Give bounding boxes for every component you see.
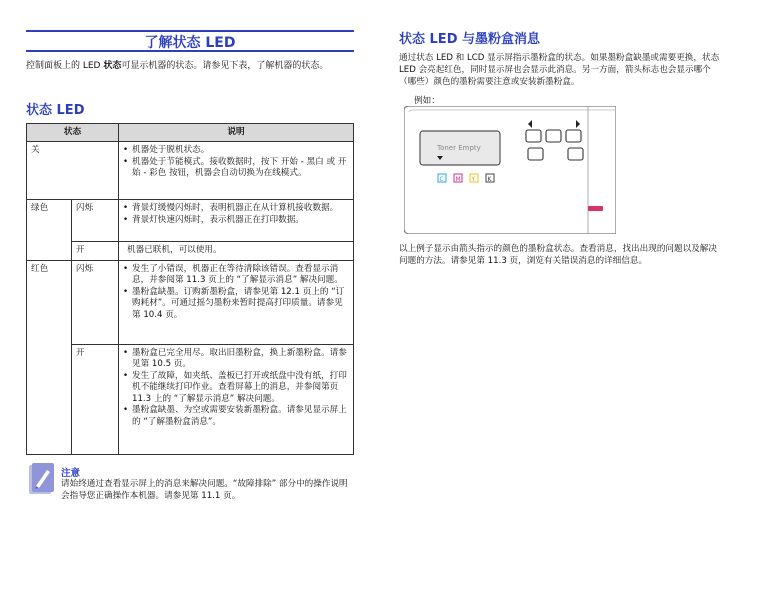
- note-body: 请始终通过查看显示屏上的消息来解决问题。“故障排除” 部分中的操作说明会指导您正确操作本机器。请参见第 11.1 页。: [61, 479, 348, 501]
- list-item: • 发生了小错误，机器正在等待清除该错误。查看显示消息，并参阅第 11.3 页上的 “了解显示消息” 解决问题。: [123, 264, 349, 287]
- list-item: • 背景灯缓慢闪烁时，表明机器正在从计算机接收数据。: [123, 203, 349, 215]
- description-cell-off: [119, 142, 354, 200]
- column-header-description: 说明: [119, 124, 354, 142]
- list-item: • 墨粉盒缺墨。订购新墨粉盒，请参见第 12.1 页上的 “订购耗材”。可通过摇匀墨粉来暂时提高打印质量。请参见第 10.4 页。: [123, 287, 349, 322]
- list-item: • 机器处于节能模式。接收数据时，按下 开始 - 黑白 或 开始 - 彩色 按钮，机器会自动切换为在线模式。: [123, 157, 349, 180]
- toner-label: M: [455, 176, 461, 183]
- description-list: [123, 348, 349, 429]
- panel-button-menu: [528, 148, 543, 160]
- intro-bold-word: 状态: [103, 61, 122, 71]
- page-title-bar: [26, 30, 354, 52]
- control-panel-illustration: [404, 106, 616, 234]
- section-heading-status-led: 状态 LED: [26, 103, 85, 118]
- table-header-row: [27, 124, 354, 142]
- panel-button-ok: [546, 130, 561, 142]
- toner-label: Y: [471, 176, 476, 183]
- table-row-green-on: [27, 242, 354, 261]
- substatus-cell-green-on: 开: [72, 242, 119, 261]
- status-cell-off: 关: [27, 142, 119, 200]
- right-intro-paragraph: 通过状态 LED 和 LCD 显示屏指示墨粉盒的状态。如果墨粉盒缺墨或需要更换，状态 LED 会亮起红色，同时显示屏也会显示此消息。另一方面，箭头标志也会显示哪个（哪些）颜色的墨粉需要注意或安装新墨粉盒。: [399, 53, 720, 87]
- note-title: 注意: [61, 468, 81, 479]
- section-heading-led-toner: 状态 LED 与墨粉盒消息: [399, 32, 541, 47]
- substatus-cell-green-blink: 闪烁: [72, 200, 119, 242]
- table-row-green-blink: [27, 200, 354, 242]
- status-cell-red: 红色: [27, 260, 72, 454]
- description-cell-green-blink: [119, 200, 354, 242]
- table-row-red-blink: [27, 260, 354, 344]
- toner-label: C: [439, 176, 444, 183]
- status-led: [588, 206, 603, 211]
- description-list: [123, 145, 349, 180]
- list-item: • 背景灯快速闪烁时，表示机器正在打印数据。: [123, 215, 349, 227]
- table-row-red-on: [27, 344, 354, 454]
- list-item: • 发生了故障，如夹纸、盖板已打开或纸盘中没有纸，打印机不能继续打印作业。查看屏幕上的消息，并参阅第页 11.3 上的 “了解显示消息” 解决问题。: [123, 371, 349, 406]
- intro-after: 可显示机器的状态。请参见下表，了解机器的状态。: [121, 61, 329, 71]
- list-item: • 墨粉盒已完全用尽。取出旧墨粉盒，换上新墨粉盒。请参见第 10.5 页。: [123, 348, 349, 371]
- note-pencil-icon: [27, 462, 55, 496]
- table-row-off: [27, 142, 354, 200]
- example-label: 例如：: [414, 96, 440, 106]
- intro-paragraph: [26, 60, 346, 73]
- substatus-cell-red-blink: 闪烁: [72, 260, 119, 344]
- substatus-cell-red-on: 开: [72, 344, 119, 454]
- description-list: [123, 203, 349, 226]
- list-item: • 机器处于脱机状态。: [123, 145, 349, 157]
- intro-before: 控制面板上的 LED: [26, 61, 104, 71]
- panel-button-left: [526, 130, 541, 142]
- status-cell-green: 绿色: [27, 200, 72, 261]
- panel-button-right: [566, 130, 581, 142]
- panel-button-back: [568, 148, 583, 160]
- description-cell-red-blink: [119, 260, 354, 344]
- description-cell-red-on: [119, 344, 354, 454]
- column-header-status: 状态: [27, 124, 119, 142]
- description-cell-green-on: [119, 242, 354, 261]
- status-led-table: [26, 123, 354, 455]
- list-item: • 墨粉盒缺墨、为空或需要安装新墨粉盒。请参见显示屏上的 “了解墨粉盒消息”。: [123, 405, 349, 428]
- lcd-text: Toner Empty: [437, 144, 481, 152]
- description-text: 机器已联机，可以使用。: [127, 245, 222, 255]
- right-body-paragraph: 以上例子显示由箭头指示的颜色的墨粉盒状态。查看消息，找出出现的问题以及解决问题的方法。请参见第 11.3 页，浏览有关错误消息的详细信息。: [399, 244, 717, 266]
- toner-label: K: [487, 176, 492, 183]
- page-title: 了解状态 LED: [144, 35, 236, 51]
- description-list: [123, 264, 349, 322]
